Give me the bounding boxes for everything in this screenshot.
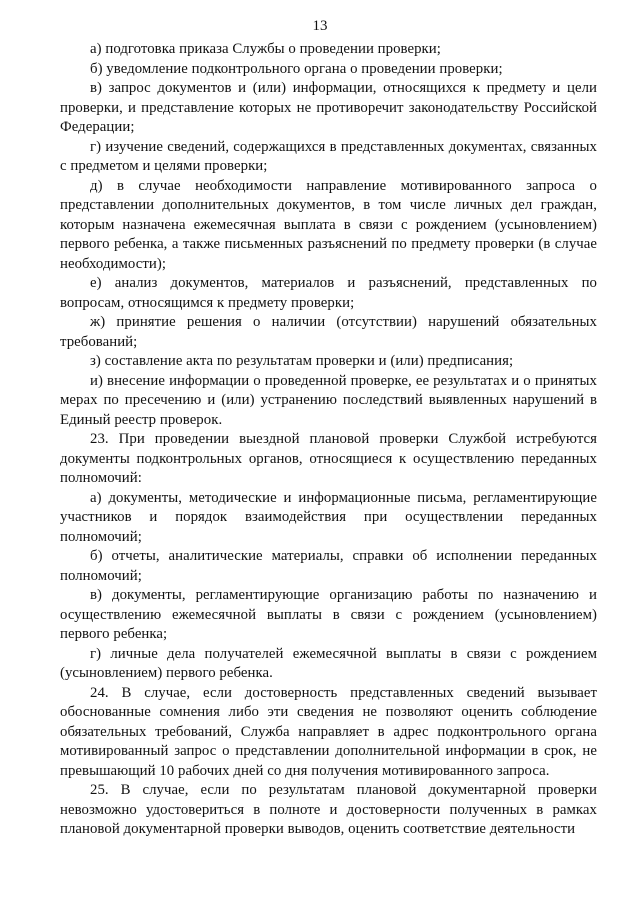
- paragraph-zh-decision: ж) принятие решения о наличии (отсутствии) нарушений обязательных требований;: [60, 314, 597, 350]
- page-body: [60, 40, 597, 840]
- paragraph-v-documents-request: в) запрос документов и (или) информации, относящихся к предмету и цели проверки, и представление которых не противоречит законодательству Российской Федерации;: [60, 80, 597, 135]
- clause-23-item-g: г) личные дела получателей ежемесячной выплаты в связи с рождением (усыновлением) первого ребенка.: [60, 645, 597, 681]
- paragraph-b-notification: б) уведомление подконтрольного органа о проведении проверки;: [90, 60, 503, 77]
- paragraph-g-study-of-information: г) изучение сведений, содержащихся в представленных документах, связанных с предметом и целями проверки;: [60, 138, 597, 174]
- clause-24: 24. В случае, если достоверность представленных сведений вызывает обоснованные сомнения либо эти сведения не позволяют оценить соблюдение обязательных требований, Служба направляет в адрес подконтрольного органа мотивированный запрос о представлении дополнительной информации в срок, не превышающий 10 рабочих дней со дня получения мотивированного запроса.: [60, 684, 597, 779]
- page-number: 13: [312, 18, 328, 34]
- clause-23: 23. При проведении выездной плановой проверки Службой истребуются документы подконтрольных органов, относящиеся к осуществлению переданных полномочий:: [60, 431, 597, 486]
- paragraph-i-registry-entry: и) внесение информации о проведенной проверке, ее результатах и о принятых мерах по пресечению и (или) устранению последствий выявленных нарушений в Единый реестр проверок.: [60, 372, 597, 428]
- clause-23-item-b: б) отчеты, аналитические материалы, справки об исполнении переданных полномочий;: [60, 548, 597, 584]
- paragraph-a-order-preparation: а) подготовка приказа Службы о проведении проверки;: [90, 41, 441, 57]
- clause-23-item-v: в) документы, регламентирующие организацию работы по назначению и осуществлению ежемесячной выплаты в связи с рождением (усыновлением) первого ребенка;: [60, 587, 597, 642]
- paragraph-d-motivated-request: д) в случае необходимости направление мотивированного запроса о представлении дополнительных документов, в том числе личных дел граждан, которым назначена ежемесячная выплата в связи с рождением (усыновлением) первого ребенка, а также письменных разъяснений по предмету проверки (в случае необходимости);: [60, 177, 597, 272]
- paragraph-z-act-drafting: з) составление акта по результатам проверки и (или) предписания;: [90, 353, 514, 369]
- clause-25: 25. В случае, если по результатам плановой документарной проверки невозможно удостовериться в полноте и достоверности полученных в рамках плановой документарной проверки выводов, оценить соответствие деятельности: [60, 782, 597, 837]
- paragraph-e-analysis: е) анализ документов, материалов и разъяснений, представленных по вопросам, относящимся к предмету проверки;: [60, 275, 597, 311]
- clause-23-item-a: а) документы, методические и информационные письма, регламентирующие участников и порядок взаимодействия при осуществлении переданных полномочий;: [60, 489, 597, 545]
